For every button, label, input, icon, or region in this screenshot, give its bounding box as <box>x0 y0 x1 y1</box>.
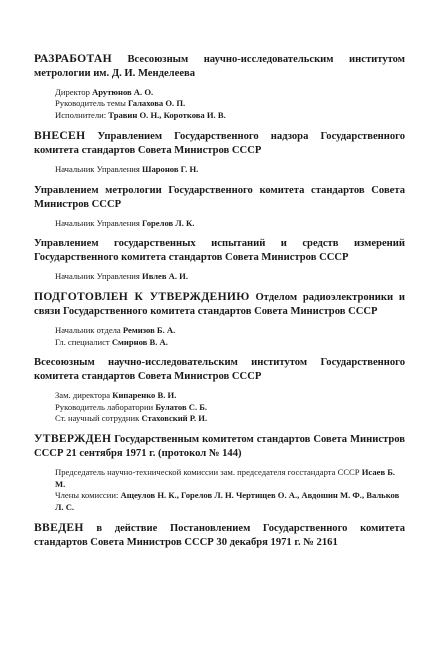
commission-chair <box>55 467 405 490</box>
person-name: Кипаренко В. И. <box>112 390 177 401</box>
person-role: Исполнители: <box>55 109 107 120</box>
person-name: Ивлев А. И. <box>142 271 188 282</box>
person-name: Стаховский Р. И. <box>141 413 208 424</box>
institute-org: Всесоюзным научно-исследовательским институтом Государственного комитета стандартов Совета Министров СССР <box>34 357 405 383</box>
prepared-people <box>55 325 405 348</box>
chair-role: Председатель научно-технической комиссии зам. председателя госстандарта СССР <box>55 467 360 478</box>
person-line <box>55 325 405 336</box>
approved-org: Государственным комитетом стандартов Совета Министров СССР 21 сентября 1971 г. (протокол № 144) <box>34 434 405 460</box>
person-line <box>55 87 405 98</box>
section-introduced <box>34 129 405 175</box>
person-name: Арутюнов А. О. <box>92 87 154 97</box>
section-prepared <box>34 290 405 348</box>
developed-heading <box>34 52 405 81</box>
institute-heading <box>34 356 405 384</box>
metrology-people <box>55 218 405 229</box>
enacted-heading <box>34 521 405 550</box>
section-enacted <box>34 521 405 550</box>
chair-name: Исаев Б. М. <box>55 467 396 489</box>
person-line <box>55 110 405 121</box>
person-role: Начальник отдела <box>55 325 121 336</box>
person-role: Начальник Управления <box>55 271 140 282</box>
person-name: Шаронов Г. Н. <box>142 164 199 175</box>
prepared-heading <box>34 290 405 319</box>
institute-people <box>55 390 405 424</box>
introduced-keyword: ВНЕСЕН <box>34 129 86 143</box>
section-institute <box>34 356 405 424</box>
person-role: Начальник Управления <box>55 164 140 175</box>
person-name: Галахова О. П. <box>128 98 186 109</box>
person-role: Руководитель темы <box>55 98 126 109</box>
members-role: Члены комиссии: <box>55 490 119 501</box>
developed-people <box>55 87 405 121</box>
person-name: Горелов Л. К. <box>142 217 195 228</box>
section-testing <box>34 237 405 282</box>
person-role: Начальник Управления <box>55 217 140 228</box>
enacted-keyword: ВВЕДЕН <box>34 521 84 535</box>
person-role: Ст. научный сотрудник <box>55 413 140 424</box>
testing-org: Управлением государственных испытаний и средств измерений Государственного комитета стандартов Совета Министров СССР <box>34 238 405 264</box>
person-role: Руководитель лаборатории <box>55 401 154 412</box>
developed-keyword: РАЗРАБОТАН <box>34 52 112 65</box>
approved-commission <box>55 467 405 513</box>
person-line <box>55 413 405 424</box>
person-name: Ремизов Б. А. <box>122 325 176 336</box>
person-line <box>55 271 405 282</box>
introduced-heading <box>34 129 405 158</box>
introduced-people <box>55 164 405 175</box>
person-role: Гл. специалист <box>55 336 110 347</box>
person-line <box>55 390 405 401</box>
members-names: Ащеулов Н. К., Горелов Л. Н. Чертищев О. А., Авдошин М. Ф., Вальков Л. С. <box>55 490 400 512</box>
metrology-heading <box>34 184 405 212</box>
metrology-org: Управлением метрологии Государственного комитета стандартов Совета Министров СССР <box>34 184 405 210</box>
person-role: Зам. директора <box>55 390 111 401</box>
commission-members <box>55 490 405 513</box>
person-role: Директор <box>55 87 90 97</box>
prepared-org: Отделом радиоэлектроники и связи Государственного комитета стандартов Совета Министров СССР <box>34 292 406 318</box>
person-line <box>55 98 405 109</box>
prepared-keyword: ПОДГОТОВЛЕН К УТВЕРЖДЕНИЮ <box>34 290 250 304</box>
section-metrology <box>34 184 405 229</box>
enacted-text: в действие Постановлением Государственного комитета стандартов Совета Министров СССР 30 декабря 1971 г. № 2161 <box>34 523 405 549</box>
approved-keyword: УТВЕРЖДЕН <box>34 432 112 446</box>
person-name: Булатов С. Б. <box>155 401 208 412</box>
person-name: Смирнов В. А. <box>111 336 168 347</box>
person-line <box>55 218 405 229</box>
introduced-org: Управлением Государственного надзора Государственного комитета стандартов Совета Министров СССР <box>34 131 405 157</box>
person-line <box>55 337 405 348</box>
section-approved <box>34 432 405 513</box>
approved-heading <box>34 432 405 461</box>
testing-people <box>55 271 405 282</box>
section-developed <box>34 52 405 121</box>
testing-heading <box>34 237 405 265</box>
person-line <box>55 164 405 175</box>
developed-org: Всесоюзным научно-исследовательским институтом метрологии им. Д. И. Менделеева <box>34 54 405 79</box>
person-name: Травин О. Н., Короткова И. В. <box>108 109 226 120</box>
person-line <box>55 402 405 413</box>
